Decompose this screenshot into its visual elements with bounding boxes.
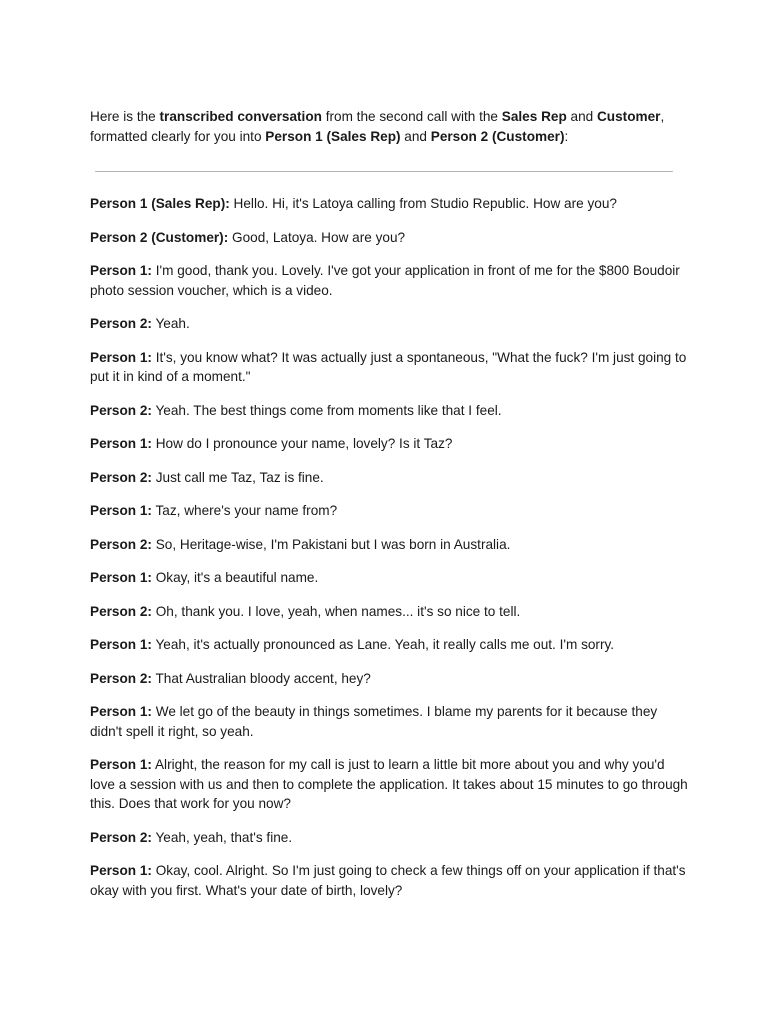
utterance-text: Alright, the reason for my call is just to learn a little bit more about you and why you'd love a session with us and then to complete the application. It takes about 15 minutes to go through this. Does that work for you now?: [90, 757, 688, 811]
speaker-label: Person 2:: [90, 536, 152, 552]
transcript-line: [90, 434, 690, 454]
utterance-text: Okay, it's a beautiful name.: [151, 570, 319, 585]
transcript-line: [90, 602, 690, 622]
utterance-text: Hello. Hi, it's Latoya calling from Studio Republic. How are you?: [229, 196, 617, 211]
utterance-text: We let go of the beauty in things sometimes. I blame my parents for it because they didn't spell it right, so yeah.: [90, 704, 658, 739]
transcript-line: [90, 568, 690, 588]
speaker-label: Person 2:: [90, 603, 152, 619]
transcript-line: [90, 828, 690, 848]
utterance-text: Oh, thank you. I love, yeah, when names... it's so nice to tell.: [151, 603, 521, 619]
utterance-text: Yeah, it's actually pronounced as Lane. Yeah, it really calls me out. I'm sorry.: [151, 637, 615, 652]
utterance-text: I'm good, thank you. Lovely. I've got your application in front of me for the $800 Boudoir photo session voucher, which is a video.: [90, 263, 680, 298]
intro-text: and: [400, 129, 431, 144]
speaker-label: Person 1:: [90, 349, 152, 365]
transcript-line: [90, 261, 690, 300]
intro-bold-term: Customer: [596, 109, 661, 124]
speaker-label: Person 2 (Customer):: [90, 229, 229, 245]
utterance-text: Yeah, yeah, that's fine.: [151, 829, 293, 845]
utterance-text: It's, you know what? It was actually just a spontaneous, "What the fuck? I'm just going to put it in kind of a moment.": [90, 349, 687, 384]
transcript-line: [90, 468, 690, 488]
intro-text: Here is the: [90, 109, 160, 124]
intro-bold-term: Person 1 (Sales Rep): [265, 129, 401, 144]
transcript-line: [90, 535, 690, 555]
speaker-label: Person 1:: [90, 757, 152, 772]
transcript-line: [90, 228, 690, 248]
utterance-text: So, Heritage-wise, I'm Pakistani but I was born in Australia.: [151, 536, 511, 552]
transcript-line: [90, 755, 690, 814]
speaker-label: Person 1:: [90, 503, 152, 518]
speaker-label: Person 1:: [90, 436, 152, 451]
speaker-label: Person 1:: [90, 863, 152, 878]
intro-text: :: [564, 129, 569, 144]
transcript-line: [90, 635, 690, 655]
speaker-label: Person 2:: [90, 670, 152, 686]
transcript: [90, 194, 690, 914]
transcript-line: [90, 314, 690, 334]
utterance-text: Okay, cool. Alright. So I'm just going to check a few things off on your application if that's okay with you first. What's your date of birth, lovely?: [90, 863, 686, 898]
speaker-label: Person 1:: [90, 637, 152, 652]
utterance-text: Just call me Taz, Taz is fine.: [151, 469, 324, 485]
utterance-text: Good, Latoya. How are you?: [228, 229, 406, 245]
utterance-text: Yeah.: [151, 316, 190, 331]
utterance-text: That Australian bloody accent, hey?: [151, 670, 371, 686]
speaker-label: Person 2:: [90, 829, 152, 845]
speaker-label: Person 1:: [90, 570, 152, 585]
transcript-line: [90, 348, 690, 387]
speaker-label: Person 1:: [90, 704, 152, 719]
intro-bold-term: Sales Rep: [501, 109, 567, 124]
speaker-label: Person 2:: [90, 469, 152, 485]
speaker-label: Person 2:: [90, 316, 152, 331]
speaker-label: Person 1:: [90, 263, 152, 278]
utterance-text: Taz, where's your name from?: [151, 503, 338, 518]
intro-text: from the second call with the: [321, 109, 502, 124]
utterance-text: How do I pronounce your name, lovely? Is it Taz?: [151, 436, 453, 451]
horizontal-divider: [95, 171, 673, 172]
transcript-line: [90, 861, 690, 900]
speaker-label: Person 1 (Sales Rep):: [90, 196, 230, 211]
transcript-line: [90, 501, 690, 521]
transcript-line: [90, 194, 690, 214]
speaker-label: Person 2:: [90, 402, 152, 418]
intro-bold-term: Person 2 (Customer): [430, 129, 565, 144]
transcript-line: [90, 702, 690, 741]
intro-text: and: [566, 109, 597, 124]
transcript-line: [90, 669, 690, 689]
intro-text: , formatted clearly for you into: [90, 109, 665, 144]
utterance-text: Yeah. The best things come from moments like that I feel.: [151, 402, 502, 418]
intro-bold-term: transcribed conversation: [159, 109, 322, 124]
intro-paragraph: [90, 107, 690, 147]
transcript-line: [90, 401, 690, 421]
